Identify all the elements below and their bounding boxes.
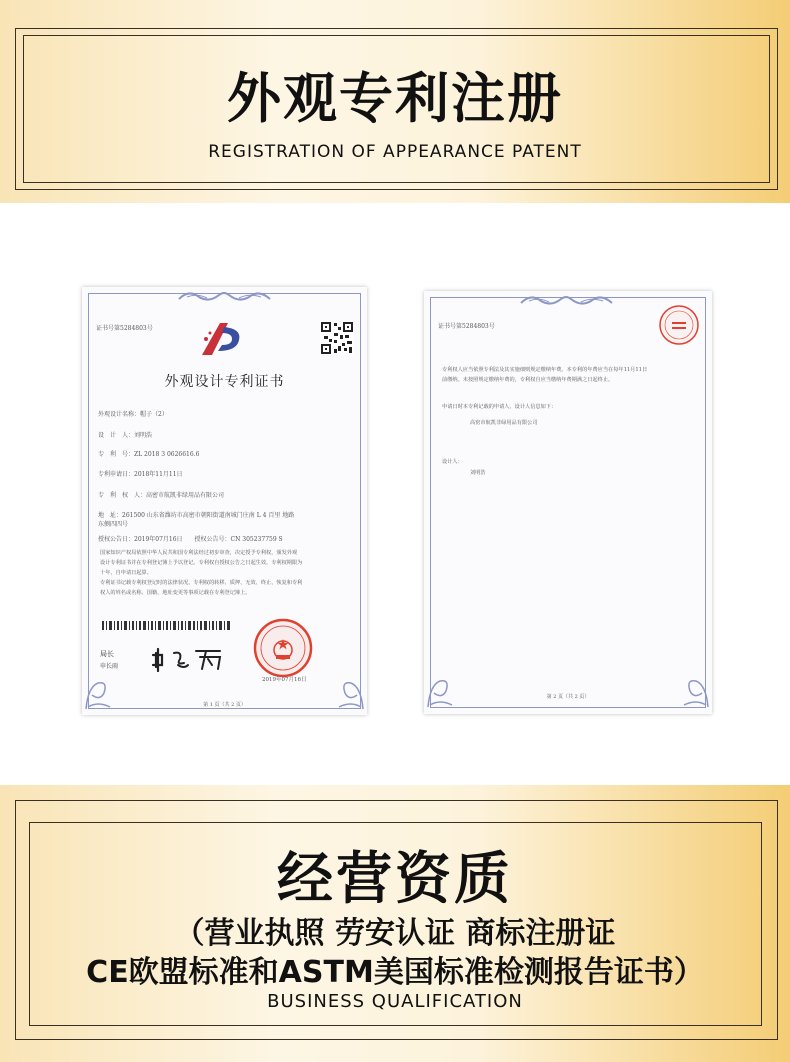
corner-ornament-icon	[680, 665, 710, 709]
patent-office-logo-icon	[198, 319, 250, 359]
body-line-1: 专利权人应当依照专利法及其实施细则规定缴纳年费。本专利的年费应当在每年11月11日	[442, 367, 648, 373]
sign-label-name: 申长雨	[100, 663, 119, 670]
body-line-2: 前缴纳。未按照规定缴纳年费的，专利权自应当缴纳年费期满之日起终止。	[442, 377, 614, 383]
field-patentee: 专 利 权 人：高密市航凯非绿用品有限公司	[98, 492, 225, 499]
note-line-4: 刘明浩	[470, 470, 486, 476]
certificate-number: 证书号第5284803号	[438, 323, 495, 330]
section-title: 外观专利注册	[227, 67, 563, 130]
sign-label-director: 局长	[100, 650, 114, 658]
official-seal-icon	[252, 617, 314, 679]
body-line-4: 专利证书记载专利权登记时的法律状况。专利权的转移、质押、无效、终止、恢复和专利	[100, 580, 303, 586]
qr-code-icon	[320, 321, 354, 355]
qualification-line-2: CE欧盟标准和ASTM美国标准检测报告证书）	[86, 955, 704, 990]
bottom-banner	[0, 785, 790, 1062]
certificate-border	[430, 297, 706, 708]
note-line-3: 设计人：	[442, 459, 463, 465]
patent-certificate-page-2	[424, 291, 712, 714]
body-line-3: 十年，自申请日起算。	[100, 570, 152, 576]
seal-date: 2019年07月16日	[262, 677, 307, 683]
field-address: 地 址：261500 山东省潍坊市高密市朝阳街道南城门庄南 L 4 百里 地路东侧四四号	[98, 512, 295, 528]
section-subtitle: REGISTRATION OF APPEARANCE PATENT	[208, 142, 582, 162]
top-banner	[0, 0, 790, 203]
top-ornament-icon	[519, 293, 614, 307]
field-design-name: 外观设计名称：帽子（2）	[98, 411, 168, 418]
handwritten-signature-icon	[150, 643, 230, 673]
field-grant-info: 授权公告日：2019年07月16日 授权公告号：CN 305237759 S	[98, 536, 283, 543]
small-seal-icon	[657, 303, 701, 347]
field-patent-number: 专 利 号：ZL 2018 3 0626616.6	[98, 451, 200, 458]
note-line-1: 申请日时本专利记载的申请人、设计人信息如下：	[442, 404, 557, 410]
note-line-2: 高密市航凯非绿用品有限公司	[470, 420, 538, 426]
certificate-title: 外观设计专利证书	[164, 374, 285, 390]
section-title: 经营资质	[277, 847, 513, 912]
field-designer: 设 计 人：刘明浩	[98, 432, 153, 439]
body-line-2: 设计专利证书并在专利登记簿上予以登记。专利权自授权公告之日起生效。专利权期限为	[100, 560, 303, 566]
patent-certificate-page-1	[82, 287, 367, 715]
page-number: 第 1 页（共 2 页）	[203, 702, 246, 708]
page-number: 第 2 页（共 2 页）	[546, 694, 590, 700]
body-line-1: 国家知识产权局依照中华人民共和国专利法经过初步审查，决定授予专利权，颁发外观	[100, 550, 298, 556]
top-ornament-icon	[177, 289, 272, 303]
section-subtitle: BUSINESS QUALIFICATION	[267, 991, 523, 1012]
corner-ornament-icon	[426, 665, 456, 709]
barcode-icon	[102, 621, 232, 630]
field-filing-date: 专利申请日：2018年11月11日	[98, 471, 183, 478]
body-line-5: 权人的姓名或名称、国籍、地址变更等事项记载在专利登记簿上。	[100, 590, 251, 596]
certificate-number: 证书号第5284803号	[96, 325, 153, 332]
qualification-line-1: （营业执照 劳安认证 商标注册证	[174, 916, 616, 951]
